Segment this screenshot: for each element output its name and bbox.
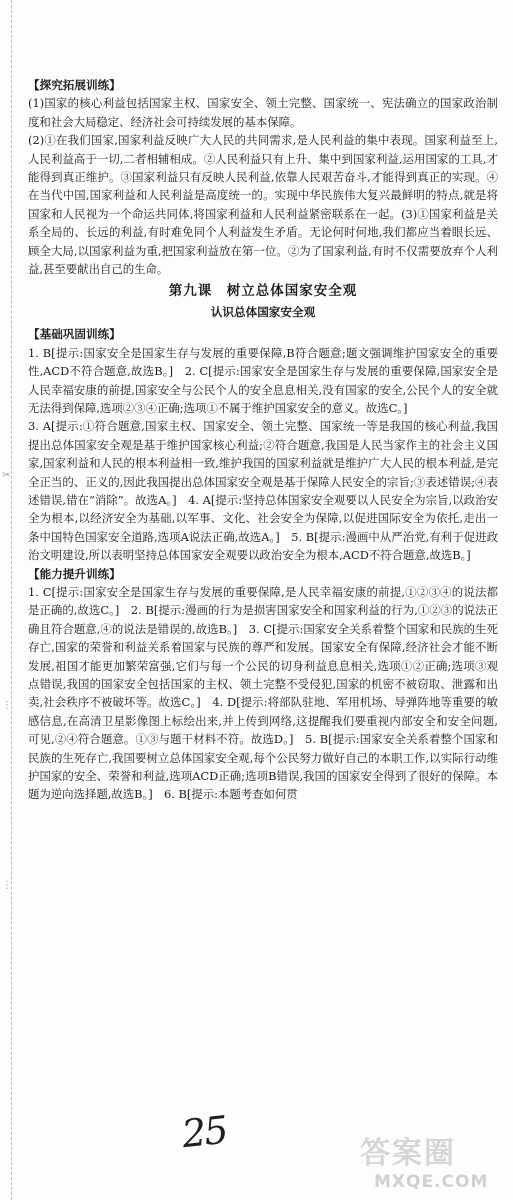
margin-scissor-mark: ✂ [2, 470, 11, 481]
explore-heading: 【探究拓展训练】 [28, 78, 121, 92]
watermark-logo [360, 1128, 508, 1194]
ability-heading: 【能力提升训练】 [28, 566, 121, 581]
ability-para-1: 1. C[提示:国家安全是国家生存与发展的重要保障,是人民幸福安康的前提,①②③④的说法都是正确的,故选C。] 2. B[提示:漫画的行为是损害国家安全和国家利益的行为,①②③的说法正确且符合题意,④的说法是错误的,故选B。] 3. C[提示:国家安全关系着整个国家和民族的生死存亡,国家的荣誉和利益关系着国家与民族的尊严和发展。国家安全有保障,经济社会才能不断发展,祖国才能更加繁荣富强,它们与每一个公民的切身利益息息相关,选项①②正确;选项③观点错误,我国的国家安全包括国家的主权、领土完整不受侵犯,国家的机密不被窃取、泄露和出卖,社会秩序不被破坏等。故选C。] 4. D[提示:将部队驻地、军用机场、导弹阵地等重要的敏感信息,在高清卫星影像图上标绘出来,并上传到网络,这提醒我们要重视内部安全和安全问题,可见,②④符合题意。①③与题干材料不符。故选D。] 5. B[提示:国家安全关系着整个国家和民族的生死存亡,我国要树立总体国家安全观,每个公民努力做好自己的本职工作,以实际行动维护国家的安全、荣誉和利益,选项ACD正确;选项B错误,我国的国家安全得到了很好的保障。本题为逆向选择题,故选B。] 6. B[提示:本题考查如何贯 [28, 584, 498, 802]
watermark-url: MXQE.COM [374, 1172, 489, 1192]
explore-para-1: (1)国家的核心利益包括国家主权、国家安全、领土完整、国家统一、宪法确立的国家政治制度和社会大局稳定、经济社会可持续发展的基本保障。 [28, 96, 498, 129]
explore-para-2: (2)①在我们国家,国家利益反映广大人民的共同需求,是人民利益的集中表现。国家利益至上,人民利益高于一切,二者相辅相成。②人民利益只有上升、集中到国家利益,运用国家的工具,才能得到真正维护。③国家利益只有反映人民利益,依靠人民艰苦奋斗,才能得到真正的实现。④在当代中国,国家利益和人民利益是高度统一的。实现中华民族伟大复兴最鲜明的特点,就是将国家和人民视为一个命运共同体,将国家利益和人民利益紧密联系在一起。(3)①国家利益是关系全局的、长远的利益,有时难免同个人利益发生矛盾。无论何时何地,我们都应当着眼长远、顾全大局,以国家利益为重,把国家利益放在第一位。②为了国家利益,有时不仅需要放弃个人利益,甚至要献出自己的生命。 [28, 133, 498, 277]
margin-mark: ⋮ [2, 880, 12, 891]
basic-heading: 【基础巩固训练】 [28, 327, 121, 342]
binding-margin-line [11, 0, 12, 1200]
basic-para-2: 3. A[提示:①符合题意,国家主权、国家安全、领土完整、国家统一等是我国的核心利益,我国提出总体国家安全观是基于维护国家核心利益;②符合题意,我国是人民当家作主的社会主义国家,国家利益和人民的根本利益相一致,维护我国的国家利益就是维护广大人民的根本利益,是完全正当的、正义的,因此我国提出总体国家安全观是基于保障人民安全的宗旨;③表述错误;④表述错误,错在“消除”。故选A。] 4. A[提示:坚持总体国家安全观要以人民安全为宗旨,以政治安全为根本,以经济安全为基础,以军事、文化、社会安全为保障,以促进国际安全为依托,走出一条中国特色国家安全道路,选项A说法正确,故选A。] 5. B[提示:漫画中从严治党,有利于促进政治文明建设,所以表明坚持总体国家安全观要以政治安全为根本,ACD不符合题意,故选B。] [28, 419, 498, 563]
margin-mark: ⋮ [2, 700, 12, 711]
answer-content [28, 76, 498, 804]
lesson-title: 认识总体国家安全观 [210, 304, 316, 319]
watermark-title: 答案圈 [360, 1136, 456, 1171]
chapter-title: 第九课 树立总体国家安全观 [168, 283, 358, 300]
handwritten-page-number: 25 [179, 1107, 229, 1157]
basic-para-1: 1. B[提示:国家安全是国家生存与发展的重要保障,B符合题意;题文强调维护国家安全的重要性,ACD不符合题意,故选B。] 2. C[提示:国家安全是国家生存与发展的重要保障,国家安全是人民幸福安康的前提,国家安全与公民个人的安全息息相关,没有国家的安全,公民个人的安全就无法得到保障,选项②③④正确;选项①不属于维护国家安全的意义。故选C。] [28, 345, 498, 415]
